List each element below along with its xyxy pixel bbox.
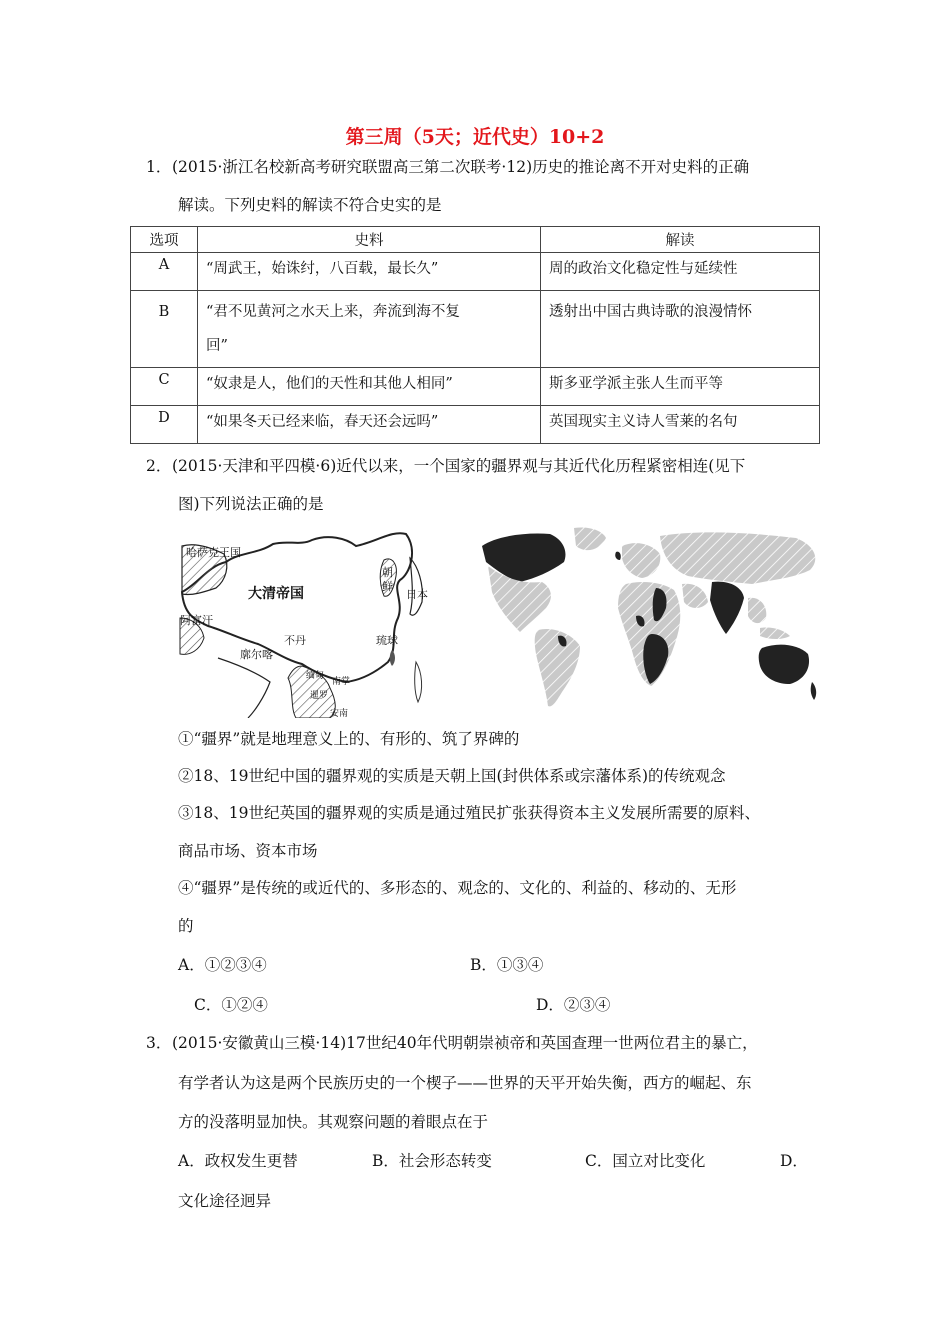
q2-option-c[interactable]: C．①②④ bbox=[194, 996, 268, 1014]
map-label-annam: 安南 bbox=[330, 709, 349, 718]
table-row bbox=[131, 291, 820, 368]
statement-3-line1: ③18、19世纪英国的疆界观的实质是通过殖民扩张获得资本主义发展所需要的原料、 bbox=[178, 804, 760, 822]
question-3-number: 3． bbox=[146, 1034, 172, 1052]
table-header-row bbox=[131, 227, 820, 253]
table-cell-interpretation: 斯多亚学派主张人生而平等 bbox=[541, 368, 820, 406]
qing-empire-map bbox=[178, 522, 434, 718]
q3-option-a[interactable]: A．政权发生更替 bbox=[178, 1152, 298, 1170]
map-label-kazakh: 哈萨克王国 bbox=[186, 546, 241, 559]
world-map-british-empire bbox=[476, 522, 824, 712]
page-title: 第三周（5天；近代史）10+2 bbox=[345, 126, 605, 148]
question-2-number: 2． bbox=[146, 457, 172, 475]
statement-3-line2: 商品市场、资本市场 bbox=[178, 842, 318, 860]
table-cell-option: D bbox=[131, 406, 198, 444]
q2-option-a[interactable]: A．①②③④ bbox=[178, 956, 267, 974]
map-label-nanzhang: 南掌 bbox=[332, 677, 351, 687]
table-row bbox=[131, 406, 820, 444]
table-cell-source: “如果冬天已经来临，春天还会远吗” bbox=[198, 406, 541, 444]
question-1-stem-line1: (2015·浙江名校新高考研究联盟高三第二次联考·12)历史的推论离不开对史料的正确 bbox=[172, 158, 750, 176]
table-cell-source bbox=[198, 291, 541, 368]
table-cell-interpretation: 英国现实主义诗人雪莱的名句 bbox=[541, 406, 820, 444]
table-cell-source: “奴隶是人，他们的天性和其他人相同” bbox=[198, 368, 541, 406]
table-row bbox=[131, 368, 820, 406]
map-label-japan: 日本 bbox=[406, 588, 428, 601]
question-3-stem-line1: (2015·安徽黄山三模·14)17世纪40年代明朝崇祯帝和英国查理一世两位君主的暴亡， bbox=[172, 1034, 758, 1052]
map-label-bhutan: 不丹 bbox=[284, 634, 306, 647]
q2-option-b[interactable]: B．①③④ bbox=[470, 956, 544, 974]
table-cell-option: C bbox=[131, 368, 198, 406]
map-label-korea-2: 鲜 bbox=[382, 580, 393, 593]
q2-option-d[interactable]: D．②③④ bbox=[536, 996, 611, 1014]
table-cell-option: A bbox=[131, 253, 198, 291]
map-label-burma: 缅甸 bbox=[306, 671, 325, 681]
map-label-qing: 大清帝国 bbox=[248, 586, 304, 602]
question-2-stem-line2: 图)下列说法正确的是 bbox=[178, 495, 324, 513]
map-label-siam: 暹罗 bbox=[310, 691, 329, 701]
statement-2: ②18、19世纪中国的疆界观的实质是天朝上国(封供体系或宗藩体系)的传统观念 bbox=[178, 767, 726, 785]
map-label-ryukyu: 琉球 bbox=[376, 634, 398, 647]
statement-1: ①“疆界”就是地理意义上的、有形的、筑了界碑的 bbox=[178, 730, 520, 748]
q3-option-b[interactable]: B．社会形态转变 bbox=[372, 1152, 492, 1170]
table-cell-source: “周武王，始诛纣，八百载，最长久” bbox=[198, 253, 541, 291]
statement-4-line1: ④“疆界”是传统的或近代的、多形态的、观念的、文化的、利益的、移动的、无形 bbox=[178, 879, 737, 897]
map-label-korea-1: 朝 bbox=[382, 566, 393, 579]
table-header-option: 选项 bbox=[131, 227, 198, 253]
map-label-gurkha: 廓尔喀 bbox=[240, 648, 273, 661]
table-header-interpretation: 解读 bbox=[541, 227, 820, 253]
question-3-stem-line3: 方的没落明显加快。其观察问题的着眼点在于 bbox=[178, 1113, 489, 1131]
table-row bbox=[131, 253, 820, 291]
question-2-stem-line1: (2015·天津和平四模·6)近代以来，一个国家的疆界观与其近代化历程紧密相连(见下 bbox=[172, 457, 746, 475]
table-cell-source-line1: “君不见黄河之水天上来，奔流到海不复 bbox=[206, 304, 460, 320]
map-label-afghan: 阿富汗 bbox=[180, 614, 213, 627]
question-1-number: 1． bbox=[146, 158, 172, 176]
statement-4-line2: 的 bbox=[178, 917, 194, 935]
q3-option-d[interactable]: D． bbox=[780, 1152, 808, 1170]
question-1-table bbox=[130, 226, 820, 444]
table-header-source: 史料 bbox=[198, 227, 541, 253]
table-cell-interpretation: 透射出中国古典诗歌的浪漫情怀 bbox=[541, 291, 820, 368]
question-3-stem-line2: 有学者认为这是两个民族历史的一个楔子——世界的天平开始失衡，西方的崛起、东 bbox=[178, 1074, 752, 1092]
question-1-stem-line2: 解读。下列史料的解读不符合史实的是 bbox=[178, 196, 442, 214]
table-cell-option: B bbox=[131, 291, 198, 368]
q3-option-d-text: 文化途径迥异 bbox=[178, 1192, 272, 1210]
table-cell-interpretation: 周的政治文化稳定性与延续性 bbox=[541, 253, 820, 291]
q3-option-c[interactable]: C．国立对比变化 bbox=[585, 1152, 706, 1170]
table-cell-source-line2: 回” bbox=[206, 338, 228, 354]
